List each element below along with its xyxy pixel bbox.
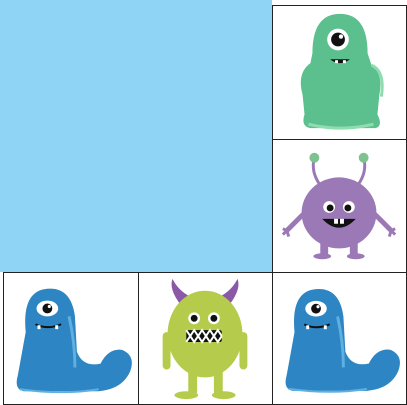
tile-purple-antenna-monster[interactable] — [272, 139, 407, 274]
empty-slot-area[interactable] — [0, 0, 272, 272]
tile-blue-blob-monster-left[interactable] — [3, 272, 139, 405]
blue-blob-monster-icon — [273, 273, 406, 404]
purple-antenna-monster-icon — [273, 140, 406, 273]
blue-blob-monster-icon — [4, 273, 138, 404]
green-horned-monster-icon — [139, 273, 272, 404]
tile-green-horned-monster[interactable] — [138, 272, 273, 405]
green-cyclops-ghost-monster-icon — [273, 6, 406, 139]
tile-green-cyclops-monster[interactable] — [272, 5, 407, 140]
tile-blue-blob-monster-right[interactable] — [272, 272, 407, 405]
